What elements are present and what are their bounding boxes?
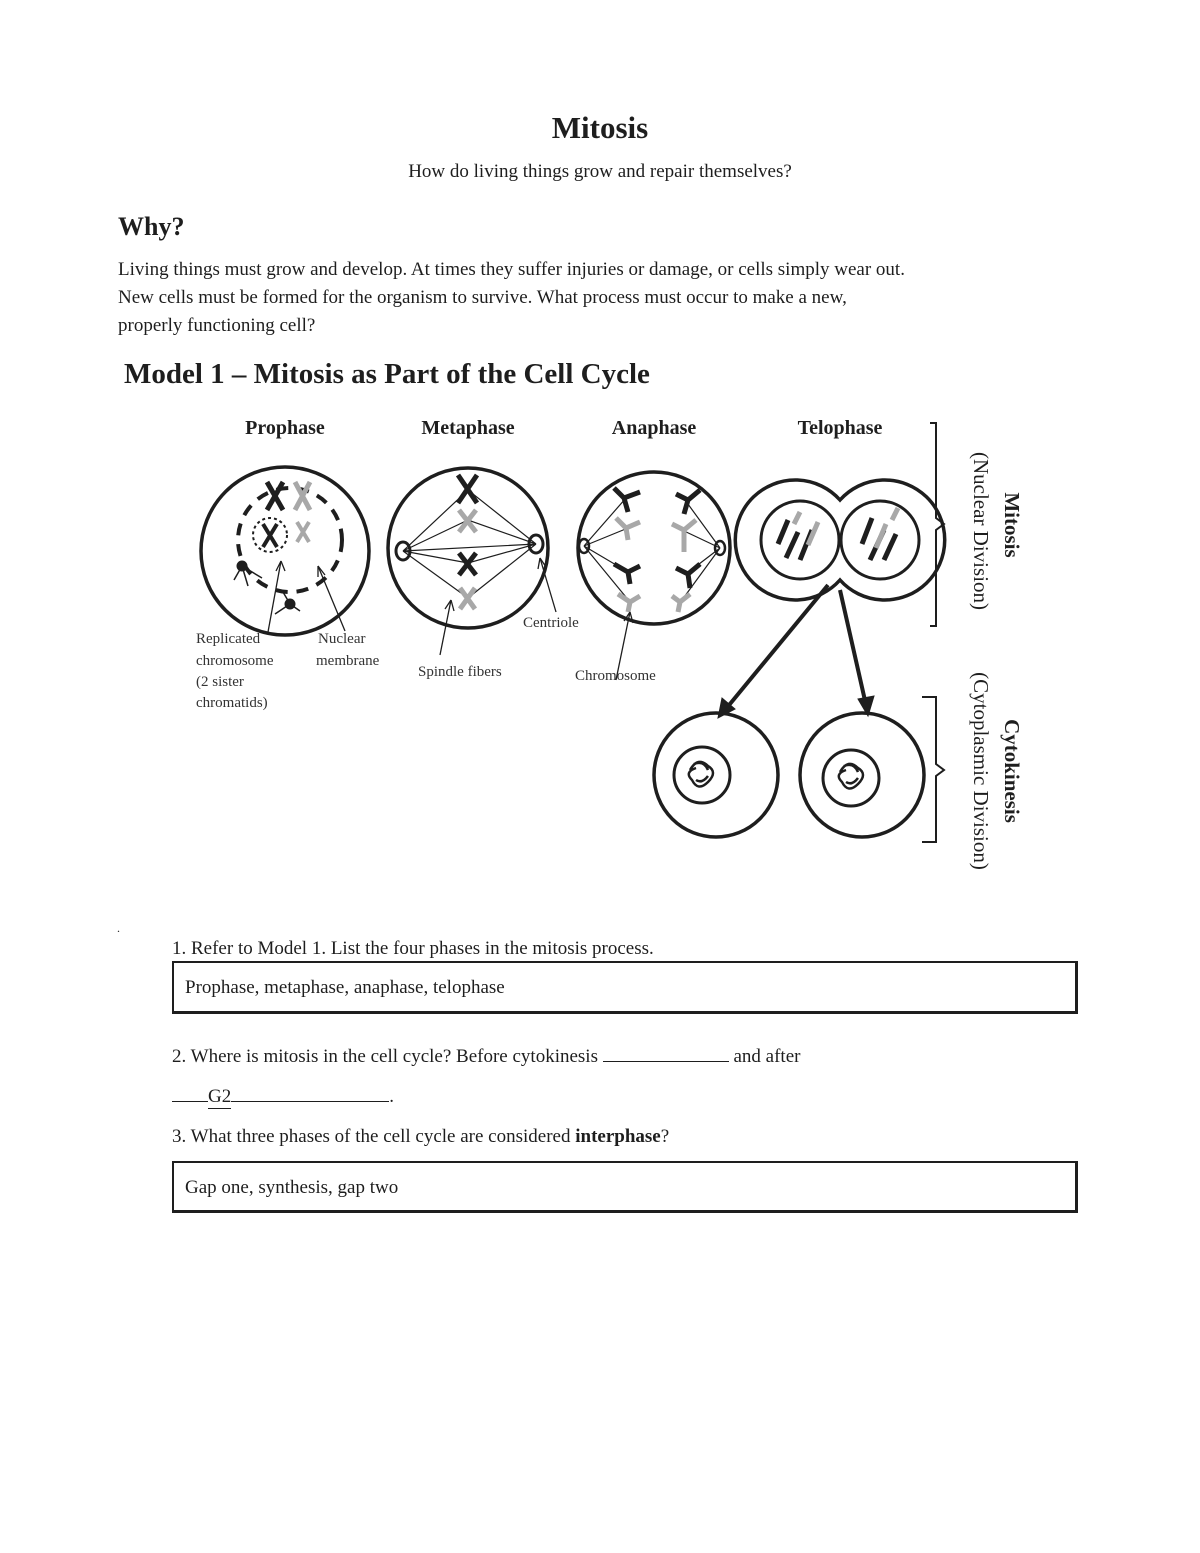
nuclear-membrane-label-1: Nuclear [318, 631, 366, 647]
question-2-blank-2-pre [172, 1101, 208, 1102]
intro-line-3: properly functioning cell? [118, 315, 316, 336]
page-title: Mitosis [551, 110, 649, 145]
question-2-text-a: 2. Where is mitosis in the cell cycle? Before cytokinesis [172, 1046, 598, 1067]
replicated-chromosome-label-2: chromosome [196, 653, 274, 669]
question-2-blank-2-post [231, 1101, 389, 1102]
daughter-cell-left [654, 713, 778, 837]
answer-1-text: Prophase, metaphase, anaphase, telophase [185, 977, 505, 998]
telophase-cell [735, 480, 944, 600]
daughter-cell-right [800, 713, 924, 837]
answer-3-text: Gap one, synthesis, gap two [185, 1177, 399, 1198]
replicated-chromosome-label-1: Replicated [196, 631, 261, 647]
question-3-text-a: 3. What three phases of the cell cycle are considered [172, 1126, 571, 1147]
question-3-bold-term: interphase [575, 1126, 661, 1147]
answer-box-1[interactable] [172, 961, 1078, 1014]
answer-box-3[interactable] [172, 1161, 1078, 1213]
question-2-text-b: and after [733, 1046, 801, 1067]
phase-label-prophase: Prophase [245, 417, 325, 439]
question-2-blank-1[interactable] [603, 1061, 729, 1062]
anaphase-cell [578, 472, 730, 680]
question-3 [172, 1126, 669, 1148]
replicated-chromosome-label-4: chromatids) [196, 695, 268, 711]
stray-dot: . [117, 921, 120, 935]
question-1: 1. Refer to Model 1. List the four phases in the mitosis process. [172, 938, 654, 959]
intro-line-1: Living things must grow and develop. At times they suffer injuries or damage, or cells simply wear out. [118, 259, 905, 280]
prophase-cell [201, 467, 369, 635]
mitosis-sublabel: (Nuclear Division) [969, 451, 993, 611]
page-subtitle: How do living things grow and repair themselves? [408, 161, 792, 182]
replicated-chromosome-label-3: (2 sister [196, 674, 244, 690]
question-2-line-2 [172, 1086, 394, 1109]
cytokinesis-sublabel: (Cytoplasmic Division) [969, 672, 993, 870]
spindle-fibers-label: Spindle fibers [418, 664, 502, 680]
phase-label-metaphase: Metaphase [421, 417, 515, 439]
cytokinesis-label: Cytokinesis [1000, 719, 1024, 823]
question-3-text-b: ? [660, 1126, 670, 1147]
question-2 [172, 1046, 800, 1068]
phase-label-telophase: Telophase [797, 417, 883, 439]
question-2-line-2-end: . [389, 1086, 394, 1107]
nuclear-membrane-label-2: membrane [316, 653, 380, 669]
mitosis-label: Mitosis [1000, 492, 1024, 558]
cytokinesis-arrows [718, 585, 874, 718]
mitosis-bracket [930, 423, 944, 626]
model-heading: Model 1 – Mitosis as Part of the Cell Cycle [124, 358, 650, 390]
chromosome-label: Chromosome [575, 668, 656, 684]
why-heading: Why? [118, 212, 185, 241]
question-2-blank-2-answer[interactable]: G2 [208, 1086, 232, 1107]
intro-line-2: New cells must be formed for the organism to survive. What process must occur to make a new, [118, 287, 847, 308]
phase-label-anaphase: Anaphase [611, 417, 697, 439]
centriole-label: Centriole [523, 615, 579, 631]
